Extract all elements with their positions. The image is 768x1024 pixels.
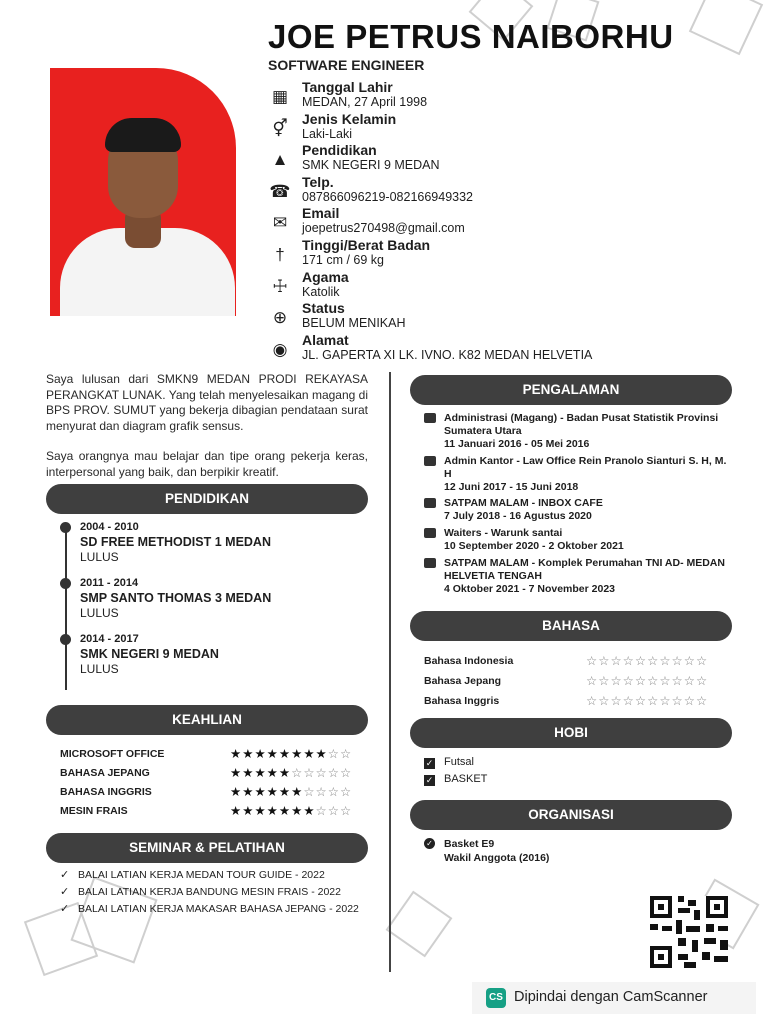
star-empty-icon: ☆ [610, 694, 623, 708]
star-empty-icon: ☆ [598, 694, 611, 708]
star-empty-icon: ☆ [671, 654, 684, 668]
experience-item [424, 412, 734, 451]
experience-item [424, 557, 734, 596]
star-half-icon: ★ [291, 785, 304, 799]
star-empty-icon: ☆ [315, 804, 328, 818]
skill-row [60, 803, 370, 821]
timeline-dot [60, 522, 71, 533]
experience-dates: 4 Oktober 2021 - 7 November 2023 [444, 583, 616, 595]
organization-name: Basket E9 [444, 838, 495, 850]
hobby-text: Futsal [444, 756, 474, 768]
height-weight-icon: † [275, 244, 285, 264]
skill-name: BAHASA JEPANG [60, 767, 150, 779]
language-rating-stars [586, 693, 708, 708]
info-label: Telp. [302, 173, 334, 190]
decorative-square [689, 0, 763, 55]
decorative-square [386, 891, 453, 958]
star-empty-icon: ☆ [671, 694, 684, 708]
section-header-hobby: HOBI [410, 718, 732, 748]
section-header-organization: ORGANISASI [410, 800, 732, 830]
info-height-weight [268, 238, 688, 270]
star-empty-icon: ☆ [586, 694, 599, 708]
skill-name: MICROSOFT OFFICE [60, 748, 165, 760]
summary-paragraph: Saya orangnya mau belajar dan tipe orang pekerja keras, interpersonal yang baik, dan berpikir kreatif. [46, 449, 368, 479]
star-empty-icon: ☆ [683, 674, 696, 688]
hobby-item [424, 772, 487, 786]
star-empty-icon: ☆ [339, 747, 353, 761]
check-icon: ✓ [60, 903, 70, 915]
email-icon: ✉ [272, 213, 288, 233]
star-empty-icon: ☆ [683, 654, 696, 668]
skill-name: BAHASA INGGRIS [60, 786, 152, 798]
hobby-text: BASKET [444, 773, 488, 785]
info-label: Agama [302, 268, 349, 285]
timeline-dot [60, 634, 71, 645]
skill-row [60, 784, 370, 802]
location-pin-icon: ◉ [272, 339, 288, 359]
star-empty-icon: ☆ [671, 674, 684, 688]
experience-item [424, 455, 734, 494]
star-empty-icon: ☆ [586, 674, 599, 688]
education-years: 2004 - 2010 [80, 521, 139, 533]
star-empty-icon: ☆ [339, 785, 353, 799]
star-empty-icon: ☆ [315, 785, 328, 799]
full-name: JOE PETRUS NAIBORHU [268, 18, 674, 55]
info-value: Laki-Laki [302, 126, 353, 141]
phone-icon: ☎ [269, 181, 291, 201]
language-name: Bahasa Inggris [424, 695, 500, 707]
info-status [268, 301, 688, 333]
star-empty-icon: ☆ [327, 804, 340, 818]
star-half-icon: ★ [278, 766, 292, 780]
experience-dates: 7 July 2018 - 16 Agustus 2020 [444, 510, 592, 522]
language-rating-stars [586, 673, 708, 688]
star-empty-icon: ☆ [598, 654, 611, 668]
experience-dates: 11 Januari 2016 - 05 Mei 2016 [444, 438, 590, 450]
info-value: SMK NEGERI 9 MEDAN [302, 158, 440, 173]
info-value: 087866096219-082166949332 [302, 189, 474, 204]
star-filled-icon: ★ [291, 747, 304, 761]
star-empty-icon: ☆ [610, 674, 623, 688]
calendar-icon: ▦ [271, 87, 289, 106]
education-school: SMK NEGERI 9 MEDAN [80, 647, 219, 661]
education-status: LULUS [80, 606, 119, 620]
skill-rating-stars [230, 803, 352, 818]
seminar-text: BALAI LATIAN KERJA BANDUNG MESIN FRAIS - 2022 [78, 886, 341, 898]
info-value: 171 cm / 69 kg [302, 252, 384, 267]
info-education [268, 143, 688, 175]
info-value: MEDAN, 27 April 1998 [302, 95, 428, 109]
star-filled-icon: ★ [242, 785, 255, 799]
info-label: Tinggi/Berat Badan [302, 236, 431, 253]
language-row [424, 693, 734, 711]
section-header-language: BAHASA [410, 611, 732, 641]
job-title: SOFTWARE ENGINEER [268, 57, 425, 73]
star-empty-icon: ☆ [695, 674, 709, 688]
star-filled-icon: ★ [278, 785, 292, 799]
experience-title: Admin Kantor - Law Office Rein Pranolo Sianturi S. H, M. H [444, 455, 727, 480]
status-icon: ⊕ [272, 308, 288, 328]
star-empty-icon: ☆ [647, 694, 660, 708]
star-empty-icon: ☆ [610, 654, 623, 668]
star-empty-icon: ☆ [327, 747, 340, 761]
check-icon: ✓ [60, 886, 70, 898]
language-name: Bahasa Indonesia [424, 655, 514, 667]
language-row [424, 653, 734, 671]
star-empty-icon: ☆ [695, 694, 709, 708]
star-filled-icon: ★ [230, 766, 243, 780]
star-empty-icon: ☆ [659, 674, 672, 688]
star-filled-icon: ★ [266, 804, 279, 818]
skill-rating-stars [230, 746, 352, 761]
star-empty-icon: ☆ [622, 654, 635, 668]
experience-item [424, 527, 734, 553]
graduation-cap-icon: ▲ [271, 150, 289, 170]
star-empty-icon: ☆ [303, 766, 316, 780]
experience-title: SATPAM MALAM - Komplek Perumahan TNI AD- MEDAN HELVETIA TENGAH [444, 557, 725, 582]
gender-icon: ⚥ [272, 118, 288, 138]
star-filled-icon: ★ [254, 804, 267, 818]
star-half-icon: ★ [315, 747, 328, 761]
info-label: Alamat [302, 331, 349, 348]
experience-item [424, 497, 734, 523]
star-filled-icon: ★ [278, 804, 292, 818]
section-header-skills: KEAHLIAN [46, 705, 368, 735]
star-empty-icon: ☆ [683, 694, 696, 708]
star-filled-icon: ★ [242, 747, 255, 761]
info-birth-date [268, 80, 688, 112]
star-empty-icon: ☆ [327, 785, 340, 799]
info-email [268, 206, 688, 238]
star-filled-icon: ★ [266, 785, 279, 799]
briefcase-icon [424, 558, 436, 568]
seminar-item [60, 867, 380, 884]
star-filled-icon: ★ [266, 766, 279, 780]
education-years: 2011 - 2014 [80, 577, 139, 589]
summary-paragraph: Saya lulusan dari SMKN9 MEDAN PRODI REKAYASA PERANGKAT LUNAK. Yang telah menyelesaikan magang di BPS PROV. SUMUT yang bekerja dibagian pendataan surat menyurat dan diagram grafik sensus. [46, 372, 368, 433]
skill-rating-stars [230, 784, 352, 799]
star-empty-icon: ☆ [659, 694, 672, 708]
language-name: Bahasa Jepang [424, 675, 502, 687]
profile-photo [50, 68, 236, 316]
briefcase-icon [424, 528, 436, 538]
star-empty-icon: ☆ [327, 766, 340, 780]
briefcase-icon [424, 498, 436, 508]
camscanner-watermark [472, 982, 756, 1014]
star-empty-icon: ☆ [634, 654, 648, 668]
experience-dates: 10 September 2020 - 2 Oktober 2021 [444, 540, 624, 552]
education-years: 2014 - 2017 [80, 633, 139, 645]
education-item [60, 576, 360, 621]
language-row [424, 673, 734, 691]
star-filled-icon: ★ [303, 747, 316, 761]
star-filled-icon: ★ [242, 766, 255, 780]
star-empty-icon: ☆ [291, 766, 304, 780]
info-label: Jenis Kelamin [302, 110, 397, 127]
skill-rating-stars [230, 765, 352, 780]
star-empty-icon: ☆ [647, 654, 660, 668]
info-label: Tanggal Lahir [302, 79, 393, 95]
info-value: JL. GAPERTA XI LK. IVNO. K82 MEDAN HELVETIA [302, 347, 593, 362]
skill-row [60, 765, 370, 783]
check-circle-icon: ✓ [424, 838, 435, 849]
info-phone [268, 175, 688, 207]
skill-name: MESIN FRAIS [60, 805, 128, 817]
experience-title: SATPAM MALAM - INBOX CAFE [444, 497, 603, 509]
star-filled-icon: ★ [303, 804, 316, 818]
seminar-item [60, 884, 380, 901]
check-icon: ✓ [60, 869, 70, 881]
star-filled-icon: ★ [254, 766, 267, 780]
info-value: BELUM MENIKAH [302, 316, 406, 331]
star-filled-icon: ★ [254, 747, 267, 761]
briefcase-icon [424, 456, 436, 466]
education-school: SMP SANTO THOMAS 3 MEDAN [80, 591, 272, 605]
star-empty-icon: ☆ [695, 654, 709, 668]
info-value: joepetrus270498@gmail.com [302, 221, 465, 236]
star-empty-icon: ☆ [634, 694, 648, 708]
education-school: SD FREE METHODIST 1 MEDAN [80, 535, 271, 549]
checkbox-icon: ✓ [425, 758, 434, 768]
star-empty-icon: ☆ [622, 694, 635, 708]
skill-row [60, 746, 370, 764]
timeline-dot [60, 578, 71, 589]
camscanner-logo: CS [486, 988, 506, 1008]
star-filled-icon: ★ [242, 804, 255, 818]
briefcase-icon [424, 413, 436, 423]
star-empty-icon: ☆ [339, 766, 353, 780]
star-empty-icon: ☆ [598, 674, 611, 688]
section-header-experience: PENGALAMAN [410, 375, 732, 405]
info-religion [268, 270, 688, 302]
star-empty-icon: ☆ [634, 674, 648, 688]
seminar-text: BALAI LATIAN KERJA MAKASAR BAHASA JEPANG - 2022 [78, 903, 359, 915]
info-label: Pendidikan [302, 142, 377, 159]
star-filled-icon: ★ [230, 785, 243, 799]
star-filled-icon: ★ [230, 747, 243, 761]
star-empty-icon: ☆ [622, 674, 635, 688]
star-empty-icon: ☆ [586, 654, 599, 668]
personal-info [268, 80, 688, 364]
star-filled-icon: ★ [266, 747, 279, 761]
checkbox-icon: ✓ [425, 775, 434, 785]
star-empty-icon: ☆ [339, 804, 353, 818]
experience-title: Administrasi (Magang) - Badan Pusat Statistik Provinsi Sumatera Utara [444, 412, 719, 437]
qr-code [650, 896, 728, 968]
experience-dates: 12 Juni 2017 - 15 Juni 2018 [444, 481, 579, 493]
camscanner-text: Dipindai dengan CamScanner [514, 989, 708, 1005]
seminar-item [60, 901, 380, 918]
hobby-item [424, 755, 474, 769]
education-item [60, 520, 360, 565]
info-label: Status [302, 300, 345, 317]
star-empty-icon: ☆ [647, 674, 660, 688]
star-empty-icon: ☆ [315, 766, 328, 780]
info-address [268, 333, 688, 365]
education-item [60, 632, 360, 677]
star-filled-icon: ★ [291, 804, 304, 818]
experience-title: Waiters - Warunk santai [444, 527, 563, 539]
organization-role: Wakil Anggota (2016) [444, 852, 550, 864]
organization-item [424, 837, 549, 865]
column-divider [389, 372, 391, 972]
info-gender [268, 112, 688, 144]
religion-icon: ☩ [272, 276, 288, 296]
education-status: LULUS [80, 662, 119, 676]
seminar-text: BALAI LATIAN KERJA MEDAN TOUR GUIDE - 2022 [78, 869, 325, 881]
info-value: Katolik [302, 284, 340, 299]
language-rating-stars [586, 653, 708, 668]
education-status: LULUS [80, 550, 119, 564]
info-label: Email [302, 205, 340, 222]
star-filled-icon: ★ [278, 747, 292, 761]
star-filled-icon: ★ [254, 785, 267, 799]
star-filled-icon: ★ [230, 804, 243, 818]
star-empty-icon: ☆ [303, 785, 316, 799]
section-header-education: PENDIDIKAN [46, 484, 368, 514]
section-header-seminar: SEMINAR & PELATIHAN [46, 833, 368, 863]
star-empty-icon: ☆ [659, 654, 672, 668]
profile-summary [46, 372, 368, 495]
